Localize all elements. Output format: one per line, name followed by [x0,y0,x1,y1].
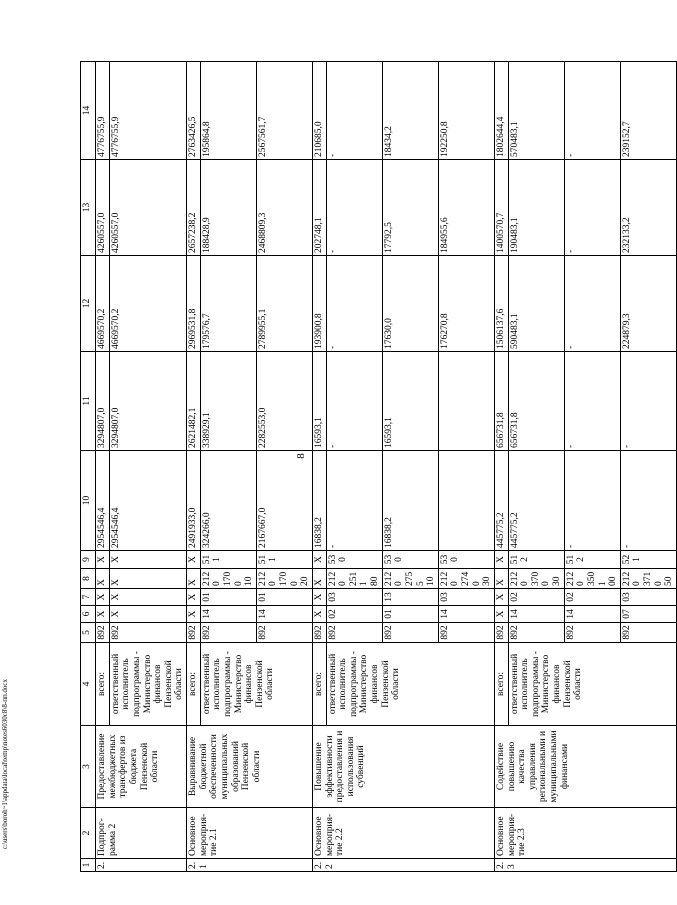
cell-v12: 2789955,1 [256,256,312,352]
cell-csr: 2120 3700 30 [508,569,564,589]
cell-v10: - [564,451,620,551]
cell-v13: - [326,160,382,256]
cell-grbs: 892 [326,623,382,643]
cell-v10: 16838,2 [382,451,438,551]
total-label: всего: [187,643,201,726]
cell-csr: X [494,569,508,589]
group-total-row [494,62,508,872]
cell-rz: X [312,606,326,623]
cell-v11 [438,352,494,451]
header-row [81,62,96,872]
cell-v11: 3294807,0 [109,352,186,451]
cell-vr: 512 [508,551,564,569]
cell-vr: X [96,551,110,569]
cell-grbs: 892 [109,623,186,643]
cell-grbs: 892 [564,623,620,643]
cell-vr: 530 [438,551,494,569]
cell-pr: X [96,589,110,606]
cell-csr: 2120 1700 10 [200,569,256,589]
cell-v12: 4669570,2 [109,256,186,352]
cell-csr: 2120 1700 20 [256,569,312,589]
cell-csr: X [96,569,110,589]
cell-v14: 192250,8 [438,62,494,160]
executor-label: ответственный исполнитель подпрограммы - Министерство финансов Пензенской области [200,643,312,726]
cell-csr: 2120 3710 50 [620,569,676,589]
cell-csr: 2120 3501 00 [564,569,620,589]
cell-rz: 14 [200,606,256,623]
cell-v12: 4669570,2 [96,256,110,352]
cell-v11: 656731,8 [494,352,508,451]
cell-csr: 2120 2740 30 [438,569,494,589]
group-number: 2. [96,859,187,872]
column-header: 9 [81,551,96,569]
cell-v10: 2954546,4 [109,451,186,551]
cell-v10: - [326,451,382,551]
cell-v13: 232133,2 [620,160,676,256]
group-number: 2.1 [187,859,313,872]
cell-v13: 202748,1 [312,160,326,256]
cell-vr: 530 [326,551,382,569]
cell-v11: 338929,1 [200,352,256,451]
cell-rz: X [96,606,110,623]
cell-v10: 2954546,4 [96,451,110,551]
group-name: Основное мероприя-тие 2.2 [312,808,494,859]
cell-v14: 2567561,7 [256,62,312,160]
cell-v11: 656731,8 [508,352,564,451]
column-header: 1 [81,859,96,872]
cell-v14: 4776755,9 [96,62,110,160]
cell-grbs: 892 [312,623,326,643]
column-header: 3 [81,726,96,808]
cell-v13: 2468809,3 [256,160,312,256]
group-total-row [96,62,110,872]
cell-v13: 2657238,2 [187,160,201,256]
cell-rz: X [109,606,186,623]
cell-pr: X [109,589,186,606]
cell-v12: 179576,7 [200,256,256,352]
cell-rz: 01 [382,606,438,623]
page-number: 8 [294,453,307,459]
cell-v13: 190483,1 [508,160,564,256]
cell-pr: X [494,589,508,606]
rotated-table-wrapper [80,62,675,872]
cell-pr: 02 [564,589,620,606]
cell-grbs: 892 [494,623,508,643]
cell-rz: 14 [438,606,494,623]
cell-v13: 17792,5 [382,160,438,256]
cell-v12: 1506137,6 [494,256,508,352]
cell-v12: - [564,256,620,352]
group-description: Повышение эффективности предоставления и использования субвенций [312,726,494,808]
cell-pr: 01 [200,589,256,606]
cell-grbs: 892 [438,623,494,643]
cell-rz: 02 [326,606,382,623]
cell-v14: 239152,7 [620,62,676,160]
cell-pr: 13 [382,589,438,606]
cell-vr: 511 [256,551,312,569]
cell-csr: X [187,569,201,589]
cell-grbs: 892 [96,623,110,643]
group-number: 2.2 [312,859,494,872]
cell-v11: 2621482,1 [187,352,201,451]
budget-table [80,61,677,872]
group-name: Основное мероприя-тие 2.3 [494,808,676,859]
cell-vr: X [109,551,186,569]
column-header: 10 [81,451,96,551]
cell-vr: 530 [382,551,438,569]
cell-v10: 2491933,0 [187,451,201,551]
cell-vr: 512 [564,551,620,569]
cell-rz: 14 [564,606,620,623]
column-header: 12 [81,256,96,352]
cell-vr: X [494,551,508,569]
cell-v11: 16593,1 [382,352,438,451]
cell-v10: - [620,451,676,551]
cell-grbs: 892 [200,623,256,643]
cell-rz: 14 [256,606,312,623]
cell-rz: X [494,606,508,623]
executor-label: ответственный исполнитель подпрограммы - Министерство финансов Пензенской области [109,643,186,726]
group-name: Основное мероприя-тие 2.1 [187,808,313,859]
executor-label: ответственный исполнитель подпрограммы - Министерство финансов Пензенской области [508,643,676,726]
column-header: 11 [81,352,96,451]
total-label: всего: [494,643,508,726]
group-total-row [187,62,201,872]
cell-v12: 224879,3 [620,256,676,352]
cell-pr: 03 [438,589,494,606]
cell-grbs: 892 [508,623,564,643]
cell-grbs: 892 [187,623,201,643]
executor-label: ответственный исполнитель подпрограммы - Министерство финансов Пензенской области [326,643,494,726]
cell-v14: - [326,62,382,160]
cell-v10: 445775,2 [494,451,508,551]
cell-v14: 2763426,5 [187,62,201,160]
cell-v14: 18434,2 [382,62,438,160]
cell-v12: - [326,256,382,352]
cell-rz: 07 [620,606,676,623]
cell-pr: 03 [620,589,676,606]
group-description: Предоставление межбюджетных трансфертов из бюджета Пензенской области [96,726,187,808]
cell-v11: - [564,352,620,451]
column-header: 2 [81,808,96,859]
cell-rz: 14 [508,606,564,623]
cell-v13: 4260557,0 [96,160,110,256]
group-name: Подпрог-рамма 2 [96,808,187,859]
cell-v11: 16593,1 [312,352,326,451]
cell-v12: 2969531,8 [187,256,201,352]
group-total-row [312,62,326,872]
column-header: 5 [81,623,96,643]
cell-v14: 4776755,9 [109,62,186,160]
cell-v12: 17630,0 [382,256,438,352]
cell-v13: - [564,160,620,256]
cell-vr: 511 [200,551,256,569]
cell-v10: 445775,2 [508,451,564,551]
cell-v11: - [326,352,382,451]
cell-vr: X [312,551,326,569]
cell-v13: 184955,6 [438,160,494,256]
total-label: всего: [312,643,326,726]
cell-v14: - [564,62,620,160]
cell-v13: 188428,9 [200,160,256,256]
cell-v10: 16838,2 [312,451,326,551]
group-number: 2.3 [494,859,676,872]
cell-v11: 3294807,0 [96,352,110,451]
cell-v10: 324266,0 [200,451,256,551]
column-header: 4 [81,643,96,726]
cell-v12: 176270,8 [438,256,494,352]
cell-vr: X [187,551,201,569]
group-description: Содействие повышению качества управления региональными и муниципальными финансами [494,726,676,808]
cell-grbs: 892 [620,623,676,643]
column-header: 13 [81,160,96,256]
cell-csr: 2120 2755 10 [382,569,438,589]
column-header: 7 [81,589,96,606]
cell-v10: 2167667,0 [256,451,312,551]
cell-v14: 210685,0 [312,62,326,160]
cell-pr: 03 [326,589,382,606]
column-header: 8 [81,569,96,589]
cell-v12: 590483,1 [508,256,564,352]
cell-csr: X [312,569,326,589]
total-label: всего: [96,643,110,726]
cell-v12: 193900,8 [312,256,326,352]
cell-pr: 01 [256,589,312,606]
column-header: 14 [81,62,96,160]
cell-rz: X [187,606,201,623]
cell-v14: 195864,8 [200,62,256,160]
cell-v13: 4260557,0 [109,160,186,256]
column-header: 6 [81,606,96,623]
cell-pr: 02 [508,589,564,606]
cell-v14: 1802644,4 [494,62,508,160]
cell-pr: X [187,589,201,606]
cell-vr: 521 [620,551,676,569]
cell-csr: X [109,569,186,589]
cell-grbs: 892 [382,623,438,643]
group-description: Выравнивание бюджетной обеспеченности муниципальных образований Пензенской области [187,726,313,808]
cell-grbs: 892 [256,623,312,643]
cell-v14: 570483,1 [508,62,564,160]
cell-v13: 1400570,7 [494,160,508,256]
cell-v10 [438,451,494,551]
cell-pr: X [312,589,326,606]
cell-csr: 2120 2511 80 [326,569,382,589]
cell-v11: - [620,352,676,451]
cell-v11: 2282553,0 [256,352,312,451]
file-path: c:\users\boroh~1\appdata\local\temp\notes6030c8\8-пп.docx [1,678,10,850]
